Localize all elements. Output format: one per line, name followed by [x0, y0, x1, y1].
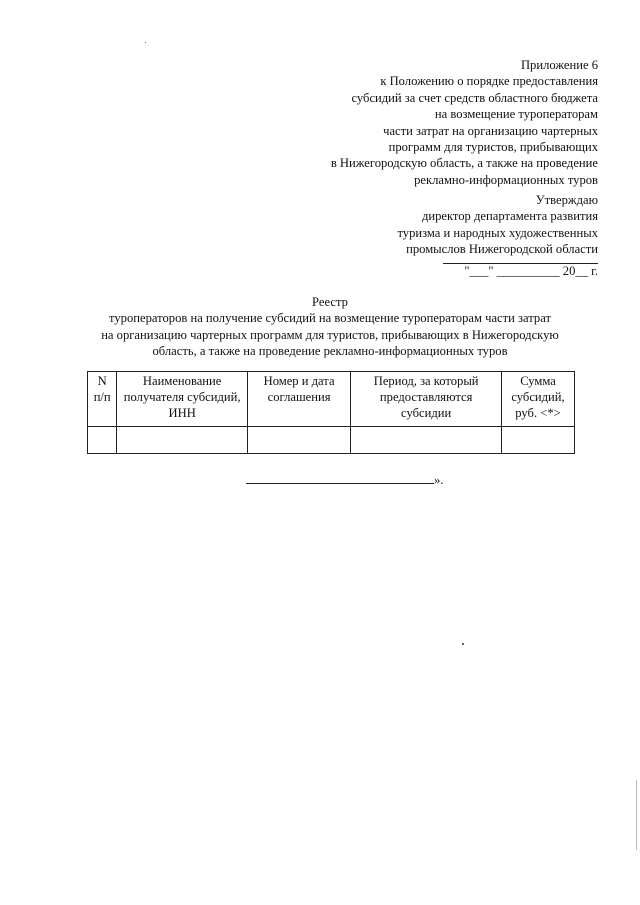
- table-cell: [247, 427, 350, 454]
- margin-mark: [636, 780, 637, 850]
- registry-title: Реестр: [312, 295, 348, 309]
- table-cell: [351, 427, 502, 454]
- closing-quote: ».: [434, 473, 444, 487]
- appendix-line: субсидий за счет средств областного бюджета: [351, 90, 598, 105]
- approve-line: Утверждаю: [535, 193, 598, 207]
- registry-subtitle-line: на организацию чартерных программ для туристов, прибывающих в Нижегородскую: [101, 327, 559, 342]
- appendix-header: [268, 57, 598, 188]
- appendix-line: программ для туристов, прибывающих: [388, 140, 598, 155]
- registry-table: [87, 371, 575, 454]
- table-header-row: [88, 372, 575, 427]
- scan-speck: [145, 42, 146, 43]
- table-cell: [88, 427, 117, 454]
- closing-underline: [246, 471, 434, 484]
- approval-date: "___" __________ 20__ г.: [464, 264, 598, 278]
- column-header: Период, за который предоставляются субсидии: [351, 372, 502, 427]
- appendix-line: Приложение 6: [520, 58, 598, 72]
- approval-block: [298, 192, 598, 258]
- table-row: [88, 427, 575, 454]
- table-cell: [117, 427, 248, 454]
- appendix-line: части затрат на организацию чартерных: [383, 123, 598, 138]
- table-cell: [502, 427, 575, 454]
- scan-speck: [462, 643, 464, 645]
- approve-line: промыслов Нижегородской области: [406, 242, 598, 257]
- approve-line: директор департамента развития: [421, 209, 598, 224]
- approve-line: туризма и народных художественных: [397, 225, 598, 240]
- column-header: Наименование получателя субсидий, ИНН: [117, 372, 248, 427]
- registry-subtitle-line: туроператоров на получение субсидий на возмещение туроператорам части затрат: [109, 311, 551, 326]
- appendix-line: на возмещение туроператорам: [434, 107, 598, 122]
- appendix-line: к Положению о порядке предоставления: [380, 74, 598, 89]
- closing-line: [246, 471, 443, 488]
- column-header: Сумма субсидий, руб. <*>: [502, 372, 575, 427]
- registry-subtitle-line: область, а также на проведение рекламно-информационных туров: [152, 344, 508, 359]
- column-header: Номер и дата соглашения: [247, 372, 350, 427]
- appendix-line: в Нижегородскую область, а также на проведение: [330, 156, 598, 171]
- registry-heading: [60, 294, 600, 360]
- column-header: N п/п: [88, 372, 117, 427]
- appendix-line: рекламно-информационных туров: [414, 172, 598, 187]
